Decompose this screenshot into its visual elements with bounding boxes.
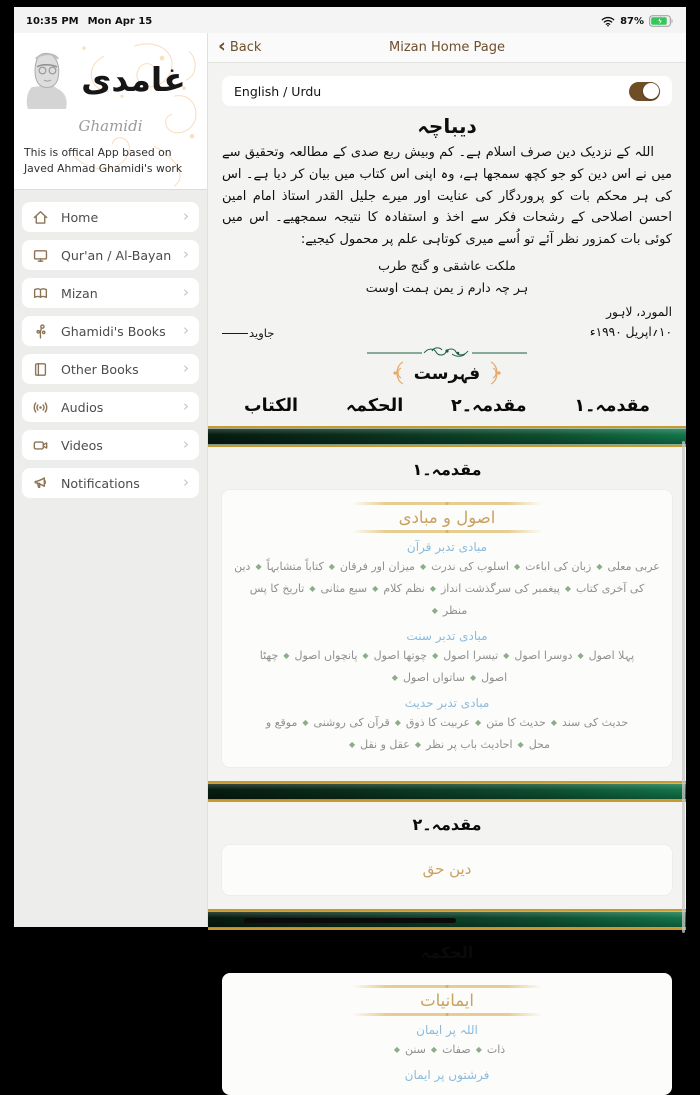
sidebar-item-audios[interactable]	[22, 392, 199, 422]
tab-al-hikmah[interactable]: الحکمہ	[345, 396, 404, 417]
diamond-separator-icon: ◆	[469, 672, 477, 682]
toc-link[interactable]: عقل و نقل	[360, 738, 410, 752]
diamond-separator-icon: ◆	[309, 583, 316, 593]
section-card-muqaddimah-2	[222, 845, 672, 895]
toc-link-list	[232, 556, 662, 622]
flower-icon	[32, 323, 49, 340]
toc-link[interactable]: سبع مثانی	[320, 582, 368, 596]
video-camera-icon	[32, 437, 49, 454]
sidebar-item-home[interactable]	[22, 202, 199, 232]
sidebar-item-label: Mizan	[61, 285, 98, 301]
toc-link-list	[232, 712, 662, 756]
status-bar	[14, 7, 686, 33]
toc-link[interactable]: حدیث کا متن	[486, 716, 546, 730]
home-icon	[32, 209, 49, 226]
sidebar-item-label: Ghamidi's Books	[61, 323, 166, 339]
ghamidi-portrait	[24, 47, 70, 111]
chevron-right-icon: ›	[183, 244, 189, 263]
sidebar-menu	[14, 190, 207, 927]
author-signature: جاوید	[222, 326, 274, 340]
toc-link[interactable]: کتاباً متشابہاً	[266, 560, 324, 574]
language-toggle-label: English / Urdu	[234, 83, 322, 99]
diamond-separator-icon: ◆	[348, 739, 356, 749]
board-icon	[32, 247, 49, 264]
preface-heading: دیباچہ	[417, 114, 477, 138]
couplet-line-2: ہر چہ دارم ز یمن ہمت اوست	[365, 280, 529, 296]
back-button[interactable]: ‹ Back	[218, 35, 262, 57]
signature-line	[222, 333, 248, 334]
group-link[interactable]: فرشتوں پر ایمان	[404, 1068, 490, 1083]
toc-link[interactable]: عربی معلی	[607, 560, 660, 574]
diamond-separator-icon: ◆	[564, 583, 572, 593]
toc-link[interactable]: تیسرا اصول	[443, 649, 499, 663]
tab-muqaddimah-1[interactable]: مقدمہ۔۱	[574, 396, 650, 417]
sidebar-item-label: Videos	[61, 437, 103, 453]
broadcast-icon	[32, 399, 49, 416]
diamond-separator-icon: ◆	[503, 650, 510, 660]
diamond-separator-icon: ◆	[432, 650, 439, 660]
green-divider-bar	[208, 781, 686, 802]
toc-link[interactable]: موقع و محل	[265, 716, 551, 752]
toc-link[interactable]: دوسرا اصول	[514, 649, 573, 663]
diamond-separator-icon: ◆	[302, 717, 309, 727]
sidebar-item-label: Notifications	[61, 475, 140, 491]
toc-link[interactable]: صفات	[442, 1043, 471, 1057]
diamond-separator-icon: ◆	[431, 605, 438, 615]
toc-link[interactable]: دین کی آخری کتاب	[234, 560, 645, 596]
couplet-line-1: ملکت عاشقی و گنج طرب	[378, 258, 516, 274]
group-link[interactable]: مبادی تدبر حدیث	[404, 696, 490, 711]
diamond-separator-icon: ◆	[517, 739, 524, 749]
toc-link[interactable]: میزان اور فرقان	[339, 560, 415, 574]
diamond-separator-icon: ◆	[430, 1044, 438, 1054]
gold-ornament-line	[352, 1013, 542, 1016]
section-card-al-hikmah	[222, 973, 672, 1095]
diamond-separator-icon: ◆	[475, 1044, 482, 1054]
chevron-right-icon: ›	[183, 472, 189, 491]
chevron-right-icon: ›	[183, 396, 189, 415]
diamond-separator-icon: ◆	[255, 561, 262, 571]
megaphone-icon	[32, 475, 49, 492]
toc-link[interactable]: پیغمبر کی سرگذشت انداز	[440, 582, 560, 596]
sidebar-item-videos[interactable]	[22, 430, 199, 460]
sidebar-item-label: Qur'an / Al-Bayan	[61, 247, 172, 263]
preface-paragraph: اللہ کے نزدیک دین صرف اسلام ہے۔ کم وبیش ربع صدی کے مطالعہ وتحقیق سے میں نے اس دین کو جو کچھ سمجھا ہے، وہ اپنی اس کتاب میں بیان کر دیا ہے۔ اس کی ہر محکم بات کو پروردگار کی عنایت اور میرے جلیل القدر استاذ امام امین احسن اصلاحی کے رشحات فکر سے اخذ و استفادہ کا نتیجہ سمجھیے۔ اس میں کوئی بات کمزور نظر آئے تو اُسے میری کوتاہی علم پر محمول کیجیے:	[222, 145, 672, 248]
diamond-separator-icon: ◆	[475, 717, 482, 727]
toc-link-list	[232, 645, 662, 689]
section-card-muqaddimah-1	[222, 490, 672, 767]
diamond-separator-icon: ◆	[391, 672, 398, 682]
green-divider-bar	[208, 426, 686, 447]
status-date: Mon Apr 15	[87, 15, 153, 27]
diamond-separator-icon: ◆	[596, 561, 603, 571]
toc-link[interactable]: پانچواں اصول	[294, 649, 358, 663]
toc-link-list	[232, 1039, 662, 1061]
orange-flourish-right-icon	[487, 360, 505, 386]
toc-link[interactable]: سنن	[404, 1043, 426, 1057]
group-link[interactable]: اللہ پر ایمان	[416, 1023, 478, 1038]
sidebar-item-notifications[interactable]	[22, 468, 199, 498]
gold-ornament-line	[352, 502, 542, 505]
diamond-separator-icon: ◆	[393, 1044, 400, 1054]
toc-link[interactable]: چوتھا اصول	[373, 649, 428, 663]
toc-link[interactable]: نظم کلام	[383, 582, 425, 596]
toc-link[interactable]: زبان کی اباءت	[525, 560, 592, 574]
chevron-left-icon: ‹	[218, 35, 226, 57]
card-title[interactable]: اصول و مبادی	[398, 508, 496, 528]
diamond-separator-icon: ◆	[414, 739, 422, 749]
diamond-separator-icon: ◆	[429, 583, 436, 593]
app-tagline: This is offical App based on Javed Ahmad Ghamidi's work	[24, 146, 183, 176]
language-toggle-switch[interactable]	[629, 82, 660, 101]
book-scroll-area[interactable]	[208, 106, 686, 1083]
section-heading-al-hikmah: الحکمہ	[420, 943, 474, 963]
vertical-scrollbar[interactable]	[682, 441, 685, 933]
gold-ornament-line	[352, 530, 542, 533]
orange-flourish-left-icon	[389, 360, 407, 386]
toc-title-row	[208, 360, 686, 386]
toc-link[interactable]: قرآن کی روشنی	[313, 716, 390, 730]
toc-link[interactable]: پہلا اصول	[588, 649, 635, 663]
sidebar-item-mizan[interactable]	[22, 278, 199, 308]
diamond-separator-icon: ◆	[362, 650, 369, 660]
book-icon	[32, 361, 49, 378]
sidebar-item-label: Audios	[61, 399, 104, 415]
publication-date: ۱۰؍اپریل ۱۹۹۰ء	[589, 324, 672, 339]
group-link[interactable]: مبادی تدبر سنت	[406, 629, 488, 644]
status-time: 10:35 PM	[26, 15, 79, 27]
card-title[interactable]: دین حق	[422, 860, 472, 879]
sidebar-item-other-books[interactable]	[22, 354, 199, 384]
page-title: Mizan Home Page	[389, 40, 505, 55]
content-pane	[208, 33, 686, 1083]
open-book-icon	[32, 285, 49, 302]
diamond-separator-icon: ◆	[513, 561, 521, 571]
toc-link[interactable]: ساتواں اصول	[402, 671, 465, 685]
card-title[interactable]: ایمانیات	[420, 991, 474, 1011]
sidebar-item-label: Home	[61, 209, 99, 225]
sidebar	[14, 33, 208, 927]
diamond-separator-icon: ◆	[372, 583, 379, 593]
toggle-knob	[643, 83, 659, 99]
logo-urdu-calligraphy: غامدی	[81, 59, 186, 99]
language-row	[222, 76, 672, 106]
chevron-right-icon: ›	[183, 282, 189, 301]
sidebar-item-quran-al-bayan[interactable]	[22, 240, 199, 270]
battery-charging-icon	[649, 15, 674, 27]
battery-percent: 87%	[620, 15, 644, 27]
toc-link[interactable]: اسلوب کی ندرت	[431, 560, 509, 574]
gold-ornament-line	[352, 985, 542, 988]
diamond-separator-icon: ◆	[328, 561, 335, 571]
logo-latin: Ghamidi	[78, 117, 143, 135]
main-split	[14, 33, 686, 1083]
toc-link[interactable]: حدیث کی سند	[561, 716, 629, 730]
toc-link[interactable]: تاریخ کا پس منظر	[249, 582, 468, 618]
section-tabs	[208, 390, 686, 426]
section-heading-muqaddimah-1: مقدمہ۔۱	[412, 460, 482, 480]
publisher-place: المورد، لاہور	[606, 305, 672, 320]
tab-al-kitab[interactable]: الکتاب	[244, 396, 299, 417]
diamond-separator-icon: ◆	[577, 650, 584, 660]
toc-heading: فہرست	[413, 363, 481, 384]
chevron-right-icon: ›	[183, 358, 189, 377]
diamond-separator-icon: ◆	[283, 650, 290, 660]
toc-link[interactable]: عربیت کا ذوق	[405, 716, 471, 730]
diamond-separator-icon: ◆	[419, 561, 427, 571]
chevron-right-icon: ›	[183, 206, 189, 225]
toc-link[interactable]: چھٹا اصول	[259, 649, 508, 685]
home-indicator[interactable]	[244, 918, 456, 923]
green-vine-ornament	[208, 345, 686, 359]
wifi-icon	[601, 16, 615, 27]
app-logo	[14, 33, 207, 190]
tab-muqaddimah-2[interactable]: مقدمہ۔۲	[451, 396, 527, 417]
diamond-separator-icon: ◆	[394, 717, 401, 727]
diamond-separator-icon: ◆	[550, 717, 557, 727]
group-link[interactable]: مبادی تدبر قرآن	[406, 540, 488, 555]
colophon	[222, 303, 672, 343]
navigation-bar	[208, 33, 686, 63]
app-screen	[14, 7, 686, 1083]
toc-link[interactable]: ذات	[486, 1043, 506, 1057]
section-heading-muqaddimah-2: مقدمہ۔۲	[412, 815, 482, 835]
sidebar-item-label: Other Books	[61, 361, 139, 377]
sidebar-item-ghamidis-books[interactable]	[22, 316, 199, 346]
chevron-right-icon: ›	[183, 434, 189, 453]
chevron-right-icon: ›	[183, 320, 189, 339]
toc-link[interactable]: احادیث باب پر نظر	[426, 738, 513, 752]
